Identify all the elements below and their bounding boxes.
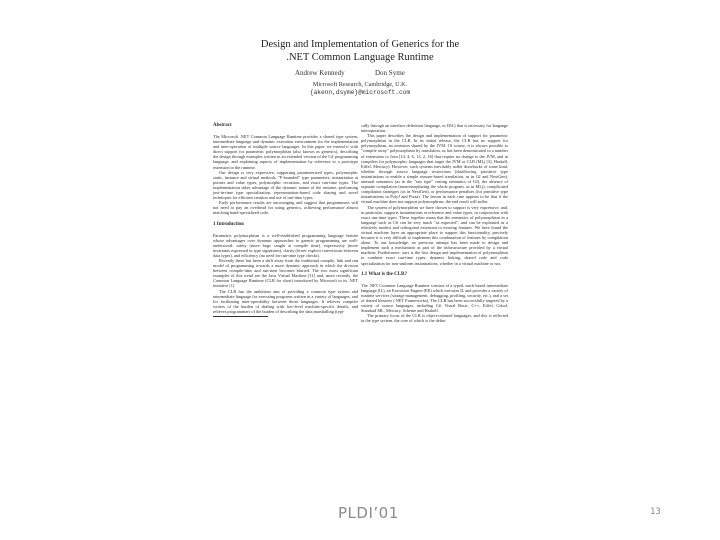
title-line-2: .NET Common Language Runtime bbox=[286, 52, 434, 63]
left-column bbox=[213, 123, 358, 317]
introduction-heading: 1 Introduction bbox=[213, 221, 244, 227]
title-line-1: Design and Implementation of Generics for the bbox=[260, 39, 460, 50]
right-column bbox=[361, 123, 508, 323]
footnote-rule bbox=[213, 316, 268, 317]
slide-page-number: 13 bbox=[650, 507, 661, 517]
right-paragraph-5: The primary focus of the CLR is object-oriented languages, and this is reflected in the type system, the core of which is the defini bbox=[361, 313, 508, 324]
intro-paragraph-3: The CLR has the ambitious aim of providing a common type system and intermediate language for executing programs written in a variety of languages, and for facilitating inter-operability between those languages. It relieves compiler writers of the burden of dealing with low-level machine-specific details, and relieves programmers of the burden of describing the data marshalling (typi- bbox=[213, 288, 358, 314]
slide-footer-label: PLDI’01 bbox=[338, 504, 399, 522]
author-email: {akenn,dsyme}@microsoft.com bbox=[309, 88, 411, 96]
intro-paragraph-2: Recently there has been a shift away from the traditional compile, link and run model of programming towards a more dynamic approach in which the division between compile-time and run-time becomes blurred. The two most significant examples of this trend are the Java Virtual Machine [11] and, more recently, the Common Language Runtime (CLR for short) introduced by Microsoft in its .NET initiative [1]. bbox=[213, 257, 358, 289]
affiliation-block bbox=[210, 81, 510, 96]
intro-paragraph-1: Parametric polymorphism is a well-established programming language feature whose advantages over dynamic approaches to generic programming are well-understood: safety (more bugs caught at compile time), expressivity (more invariants expressed in type signatures), clarity (fewer explicit conversions between data types), and efficiency (no need for run-time type checks). bbox=[213, 232, 358, 258]
right-paragraph-3: The system of polymorphism we have chosen to support is very expressive, and, in particular, supports instantiations at reference and value types, in conjunction with exact run-time types. These together mean that the semantics of polymorphism in a language such as C# can be very much "as expected", and can be explained as a relatively modest and orthogonal extension to existing features. We have found the virtual machine layer an appropriate place to support this functionality, precisely because it is very difficult to implement this combination of features by compilation alone. To our knowledge, no previous attempt has been made to design and implement such a mechanism as part of the infrastructure provided by a virtual machine. Furthermore, ours is the first design and implementation of polymorphism to combine exact run-time types, dynamic linking, shared code and code specialization for non-uniform instantiations, whether in a virtual machine or not. bbox=[361, 204, 508, 266]
abstract-paragraph-2: Our design is very expressive, supporting parameterized types, polymorphic static, instance and virtual methods, "F-bounded" type parameters, instantiation at pointer and value types, polymorphic recursion, and exact run-time types. The implementation takes advantage of the dynamic nature of the runtime, performing just-in-time type specialization, representation-based code sharing and novel techniques for efficient creation and use of run-time types. bbox=[213, 169, 358, 201]
paper-title bbox=[210, 38, 510, 64]
right-paragraph-1: cally through an interface definition language, or IDL) that is necessary for language interoperation. bbox=[361, 123, 508, 134]
abstract-heading: Abstract bbox=[213, 123, 232, 128]
what-is-clr-heading: 1.1 What is the CLR? bbox=[361, 271, 408, 277]
right-paragraph-2: This paper describes the design and implementation of support for parametric polymorphism in the CLR. In its initial release, the CLR has no support for polymorphism, an omission shared by the JVM. Of course, it is always possible to "compile away" polymorphism by translation, as has been demonstrated in a number of extensions to Java [14, 4, 6, 13, 2, 16] that require no change to the JVM, and in compilers for polymorphic languages that target the JVM or CLR (MLj [3], Haskell, Eiffel, Mercury). However, such systems inevitably suffer drawbacks of some kind, whether through source language restrictions (disallowing primitive type instantiations to enable a simple erasure-based translation, as in GJ and NextGen), unusual semantics (as in the "raw type" casting semantics of GJ), the absence of separate compilation (monomorphizing the whole program, as in MLj), complicated compilation strategies (as in NextGen), or performance penalties (for primitive type instantiations in PolyJ and Pizza). The lesson in each case appears to be that if the virtual machine does not support polymorphism, the end result will suffer. bbox=[361, 133, 508, 205]
paper-page-image bbox=[210, 38, 510, 378]
abstract-paragraph-1: The Microsoft .NET Common Language Runtime provides a shared type system, intermediate language and dynamic execution environment for the implementation and inter-operation of multiple source languages. In this paper we extend it with direct support for parametric polymorphism (also known as generics), describing the design through examples written in an extended version of the C# programming language, and explaining aspects of implementation by reference to a prototype extension to the runtime. bbox=[213, 134, 358, 170]
author-2: Don Syme bbox=[375, 69, 405, 77]
author-1: Andrew Kennedy bbox=[295, 69, 345, 77]
right-paragraph-4: The .NET Common Language Runtime consists of a typed, stack-based intermediate language (IL), an Execution Engine (EE) which executes IL and provides a variety of runtime services (storage management, debugging, profiling, security, etc.), and a set of shared libraries (.NET Frameworks). The CLR has been successfully targeted by a variety of source languages, including C#, Visual Basic, C++, Eiffel, Cobol, Standard ML, Mercury, Scheme and Haskell. bbox=[361, 282, 508, 314]
abstract-paragraph-3: Early performance results are encouraging and suggest that programmers will not need to pay an overhead for using generics, achieving performance almost matching hand-specialized code. bbox=[213, 200, 358, 216]
affiliation: Microsoft Research, Cambridge, U.K. bbox=[312, 81, 408, 88]
